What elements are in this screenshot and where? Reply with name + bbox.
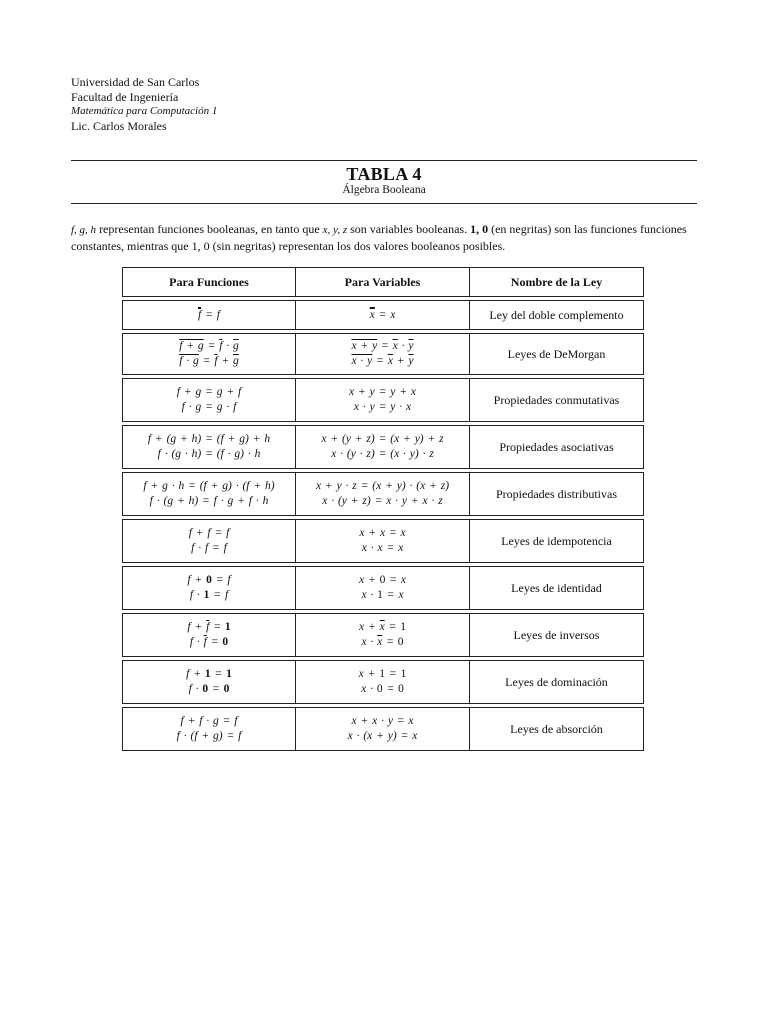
law-name: Propiedades asociativas: [470, 425, 644, 469]
variables-cell: [296, 300, 470, 330]
law-name: Leyes de idempotencia: [470, 519, 644, 563]
equation: f · (g · h) = (f · g) · h: [157, 448, 261, 460]
functions-cell: [122, 613, 296, 657]
equation: $f \cdot \overline{f} = 0$: [189, 636, 229, 648]
header-variables: Para Variables: [296, 267, 470, 297]
functions-cell: [122, 660, 296, 704]
equation: x + 0 = x: [359, 574, 406, 586]
equation: $\overline{f} = f$: [198, 308, 220, 321]
intro-text-2: son variables booleanas.: [347, 222, 471, 236]
equation: x + x · y = x: [351, 715, 414, 727]
equation: $f + g = \overline{f} \cdot \overline{g}$: [179, 340, 239, 352]
document-header: [71, 75, 217, 133]
equation: $x + y = \overline{x} \cdot \overline{y}$: [351, 340, 414, 352]
intro-text-1: representan funciones booleanas, en tanto que: [96, 222, 323, 236]
functions-cell: [122, 378, 296, 422]
law-name: Leyes de DeMorgan: [470, 333, 644, 375]
equation: x + y = y + x: [349, 386, 416, 398]
law-name: Propiedades conmutativas: [470, 378, 644, 422]
equation: x · (x + y) = x: [347, 730, 418, 742]
equation: f + g = g + f: [176, 386, 242, 398]
equation: x · y = y · x: [353, 401, 412, 413]
title-main: TABLA 4: [346, 164, 422, 184]
table-row: [122, 425, 644, 469]
equation: $f + \overline{f} = 1$: [187, 621, 231, 633]
equation: f + f = f: [188, 527, 230, 539]
equation: x + 1 = 1: [358, 668, 407, 680]
equation: x · (y · z) = (x · y) · z: [331, 448, 434, 460]
variables-cell: [296, 566, 470, 610]
functions-cell: [122, 519, 296, 563]
law-name: Leyes de dominación: [470, 660, 644, 704]
title-subtitle: Álgebra Booleana: [342, 184, 426, 196]
boolean-laws-table: [122, 264, 644, 754]
equation: f · (g + h) = f · g + f · h: [149, 495, 269, 507]
variables-cell: [296, 707, 470, 751]
equation: x · 1 = x: [361, 589, 404, 601]
equation: f · 0 = 0: [188, 683, 230, 695]
equation: f + 0 = f: [187, 574, 231, 586]
faculty-name: Facultad de Ingeniería: [71, 89, 179, 104]
law-name: Leyes de identidad: [470, 566, 644, 610]
equation: x + y · z = (x + y) · (x + z): [315, 480, 450, 492]
table-row: [122, 333, 644, 375]
functions-cell: [122, 566, 296, 610]
equation: x · x = x: [361, 542, 404, 554]
equation: f + f · g = f: [180, 715, 238, 727]
equation: f + g · h = (f + g) · (f + h): [143, 480, 275, 492]
table-row: [122, 300, 644, 330]
variables-cell: [296, 613, 470, 657]
variables-symbols: x, y, z: [322, 224, 348, 236]
table-row: [122, 660, 644, 704]
variables-cell: [296, 519, 470, 563]
law-name: Leyes de absorción: [470, 707, 644, 751]
functions-cell: [122, 707, 296, 751]
teacher-name: Lic. Carlos Morales: [71, 118, 167, 133]
table-row: [122, 707, 644, 751]
functions-cell: [122, 472, 296, 516]
bottom-rule: [71, 203, 697, 204]
functions-cell: [122, 300, 296, 330]
table-row: [122, 472, 644, 516]
university-name: Universidad de San Carlos: [71, 75, 200, 89]
equation: f · g = g · f: [181, 401, 237, 413]
intro-text-3: (en negritas) son las funciones funciones constantes, mientras que 1, 0 (sin negritas) representan los dos valores booleanos posibles.: [71, 222, 687, 253]
bold-values: 1, 0: [470, 222, 489, 236]
equation: f + 1 = 1: [186, 668, 232, 680]
intro-paragraph: [71, 221, 711, 254]
table-row: [122, 566, 644, 610]
equation: $x \cdot y = \overline{x} + \overline{y}$: [351, 355, 414, 367]
functions-cell: [122, 333, 296, 375]
page-title: [71, 164, 697, 197]
functions-cell: [122, 425, 296, 469]
equation: f · (f + g) = f: [176, 730, 242, 742]
equation: f + (g + h) = (f + g) + h: [147, 433, 271, 445]
law-name: Leyes de inversos: [470, 613, 644, 657]
header-law-name: Nombre de la Ley: [470, 267, 644, 297]
equation: $f \cdot g = \overline{f} + \overline{g}$: [179, 355, 239, 367]
law-name: Propiedades distributivas: [470, 472, 644, 516]
equation: x + (y + z) = (x + y) + z: [321, 433, 444, 445]
variables-cell: [296, 660, 470, 704]
equation: x + x = x: [359, 527, 406, 539]
table-row: [122, 519, 644, 563]
table-row: [122, 613, 644, 657]
table-row: [122, 378, 644, 422]
equation: x · (y + z) = x · y + x · z: [322, 495, 443, 507]
course-name: Matemática para Computación 1: [71, 105, 218, 117]
header-functions: Para Funciones: [122, 267, 296, 297]
law-name: Ley del doble complemento: [470, 300, 644, 330]
variables-cell: [296, 472, 470, 516]
variables-cell: [296, 425, 470, 469]
equation: f · 1 = f: [189, 589, 229, 601]
equation: $x + \overline{x} = 1$: [359, 621, 406, 633]
variables-cell: [296, 333, 470, 375]
variables-cell: [296, 378, 470, 422]
top-rule: [71, 160, 697, 161]
functions-symbols: f, g, h: [71, 224, 97, 236]
equation: $x \cdot \overline{x} = 0$: [361, 636, 404, 648]
equation: $\overline{x} = x$: [369, 308, 396, 321]
table-header-row: [122, 267, 644, 297]
equation: x · 0 = 0: [361, 683, 404, 695]
equation: f · f = f: [191, 542, 227, 554]
